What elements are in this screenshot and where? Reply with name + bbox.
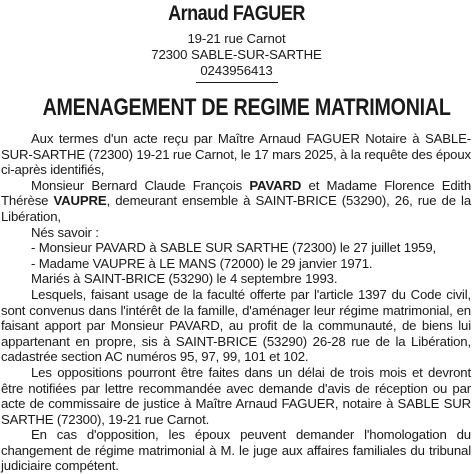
- paragraph-deed: Aux termes d'un acte reçu par Maître Arnaud FAGUER Notaire à SABLE-SUR-SARTHE (72300) 19-21 rue Carnot, le 17 mars 2025, à la requête des époux ci-après identifiés,: [1, 131, 471, 178]
- spouses-text-c: , demeurant ensemble à SAINT-BRICE (53290), 26, rue de la Libération,: [1, 193, 471, 224]
- spouses-text-b: et Madame Florence Edith Thérèse: [1, 177, 471, 209]
- paragraph-arrangement: Lesquels, faisant usage de la faculté offerte par l'article 1397 du Code civil, sont convenus dans l'intérêt de la famille, d'aménager leur régime matrimonial, en faisant apport par Monsieur PAVARD, au profit de la communauté, de biens lui appartenant en propre, sis à SAINT-BRICE (53290) 26-28 rue de la Libération, cadastrée section AC numéros 95, 97, 99, 101 et 102.: [1, 286, 471, 365]
- paragraph-wife-birth: - Madame VAUPRE à LE MANS (72000) le 29 janvier 1971.: [31, 255, 373, 271]
- notice-body: [1, 131, 471, 474]
- paragraph-born: Nés savoir :: [31, 224, 99, 240]
- header-divider: [196, 82, 278, 83]
- wife-surname: VAUPRE: [53, 193, 107, 209]
- paragraph-married: Mariés à SAINT-BRICE (53290) le 4 septembre 1993.: [31, 271, 338, 287]
- notary-street: 19-21 rue Carnot: [187, 31, 286, 46]
- husband-surname: PAVARD: [249, 177, 302, 193]
- paragraph-homologation: En cas d'opposition, les époux peuvent demander l'homologation du changement de régime matrimonial à M. le juge aux affaires familiales du tribunal judiciaire compétent.: [1, 427, 471, 474]
- notary-name: Arnaud FAGUER: [168, 2, 305, 25]
- notice-title: AMENAGEMENT DE REGIME MATRIMONIAL: [42, 94, 451, 121]
- paragraph-husband-birth: - Monsieur PAVARD à SABLE SUR SARTHE (72300) le 27 juillet 1959,: [31, 240, 437, 256]
- notary-phone: 0243956413: [200, 63, 273, 78]
- paragraph-spouses: [1, 178, 471, 225]
- paragraph-oppositions: Les oppositions pourront être faites dans un délai de trois mois et devront être notifiées par lettre recommandée avec demande d'avis de réception ou par acte de commissaire de justice à Maître Arnaud FAGUER, notaire à SABLE SUR SARTHE (72300), 19-21 rue Carnot.: [1, 364, 471, 427]
- notary-city: 72300 SABLE-SUR-SARTHE: [151, 47, 322, 62]
- spouses-text-a: Monsieur Bernard Claude François: [31, 177, 250, 193]
